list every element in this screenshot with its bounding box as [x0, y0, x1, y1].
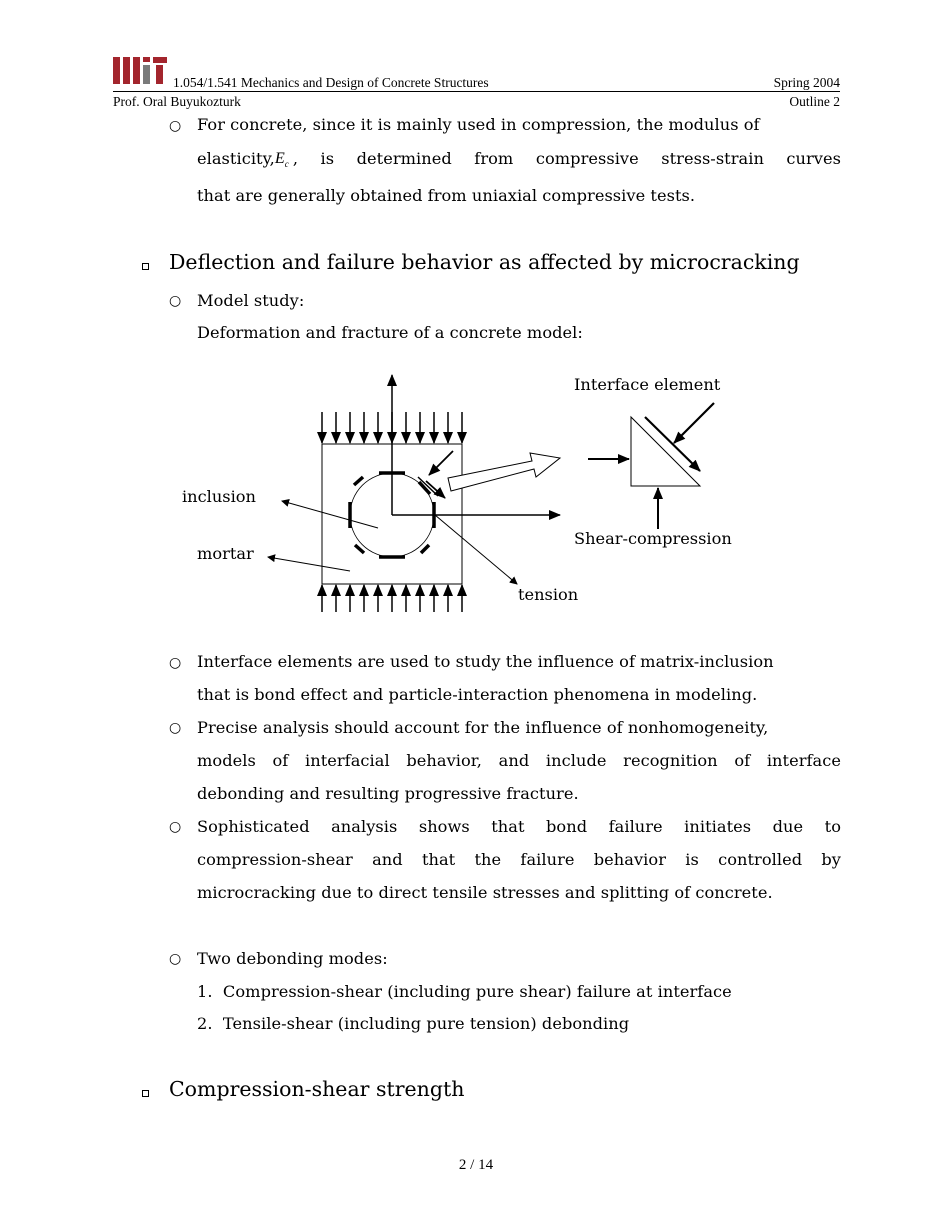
- outline-label: Outline 2: [789, 94, 840, 109]
- circle-bullet-icon: ○: [169, 720, 182, 736]
- square-bullet-icon: [142, 263, 149, 270]
- circle-bullet-icon: ○: [169, 819, 182, 835]
- circle-bullet-icon: ○: [169, 951, 182, 967]
- debonding-mode-1: 1. Compression-shear (including pure shear) failure at interface: [197, 982, 732, 1001]
- tension-leader: [435, 515, 517, 584]
- professor: Prof. Oral Buyukozturk: [113, 94, 241, 109]
- compression-arrow-small: [429, 451, 453, 475]
- bullet-2-line-1: Precise analysis should account for the influence of nonhomogeneity,: [197, 718, 769, 737]
- diagram-figure: [170, 365, 770, 625]
- label-shear-compression: Shear-compression: [574, 529, 732, 548]
- bullet-3-line-3: microcracking due to direct tensile stresses and splitting of concrete.: [197, 883, 773, 902]
- intro-line-1: For concrete, since it is mainly used in compression, the modulus of: [197, 115, 760, 134]
- section-heading-compression-shear: Compression-shear strength: [169, 1077, 465, 1101]
- debonding-title: Two debonding modes:: [197, 949, 388, 968]
- circle-bullet-icon: ○: [169, 118, 182, 134]
- circle-bullet-icon: ○: [169, 655, 182, 671]
- header-rule: [113, 91, 840, 92]
- intro-line-2: [197, 142, 841, 177]
- label-mortar: mortar: [197, 544, 254, 563]
- course-title: 1.054/1.541 Mechanics and Design of Concrete Structures: [173, 75, 489, 90]
- bullet-2-line-3: debonding and resulting progressive fracture.: [197, 784, 579, 803]
- label-inclusion: inclusion: [182, 487, 256, 506]
- hollow-arrow: [448, 453, 560, 491]
- triangle-compression-arrow: [674, 403, 714, 443]
- intro-line-2-pre: elasticity,: [197, 149, 275, 168]
- model-caption: Deformation and fracture of a concrete model:: [197, 323, 583, 342]
- bullet-1-line-1: Interface elements are used to study the influence of matrix-inclusion: [197, 652, 774, 671]
- debonding-mode-2: 2. Tensile-shear (including pure tension) debonding: [197, 1014, 630, 1033]
- intro-line-3: that are generally obtained from uniaxial compressive tests.: [197, 186, 696, 205]
- term: Spring 2004: [773, 75, 840, 90]
- bullet-3-line-1: Sophisticated analysis shows that bond failure initiates due to: [197, 817, 841, 836]
- page-number: 2 / 14: [458, 1157, 494, 1173]
- section-heading-microcracking: Deflection and failure behavior as affected by microcracking: [169, 250, 800, 274]
- label-tension: tension: [518, 585, 579, 604]
- mortar-leader: [268, 557, 350, 571]
- intro-line-2-post: , is determined from compressive stress-strain curves: [292, 149, 841, 168]
- bullet-2-line-2: models of interfacial behavior, and include recognition of interface: [197, 751, 841, 770]
- bullet-1-line-2: that is bond effect and particle-interaction phenomena in modeling.: [197, 685, 758, 704]
- circle-bullet-icon: ○: [169, 293, 182, 309]
- mit-logo: [113, 57, 167, 84]
- bullet-3-line-2: compression-shear and that the failure behavior is controlled by: [197, 850, 841, 869]
- model-study-label: Model study:: [197, 291, 305, 310]
- concrete-model-diagram: [170, 365, 770, 625]
- square-bullet-icon: [142, 1090, 149, 1097]
- bottom-load-arrows: [322, 585, 462, 612]
- inclusion-leader: [282, 501, 378, 528]
- modulus-symbol: $E_c$: [274, 149, 289, 169]
- label-interface-element: Interface element: [574, 375, 721, 394]
